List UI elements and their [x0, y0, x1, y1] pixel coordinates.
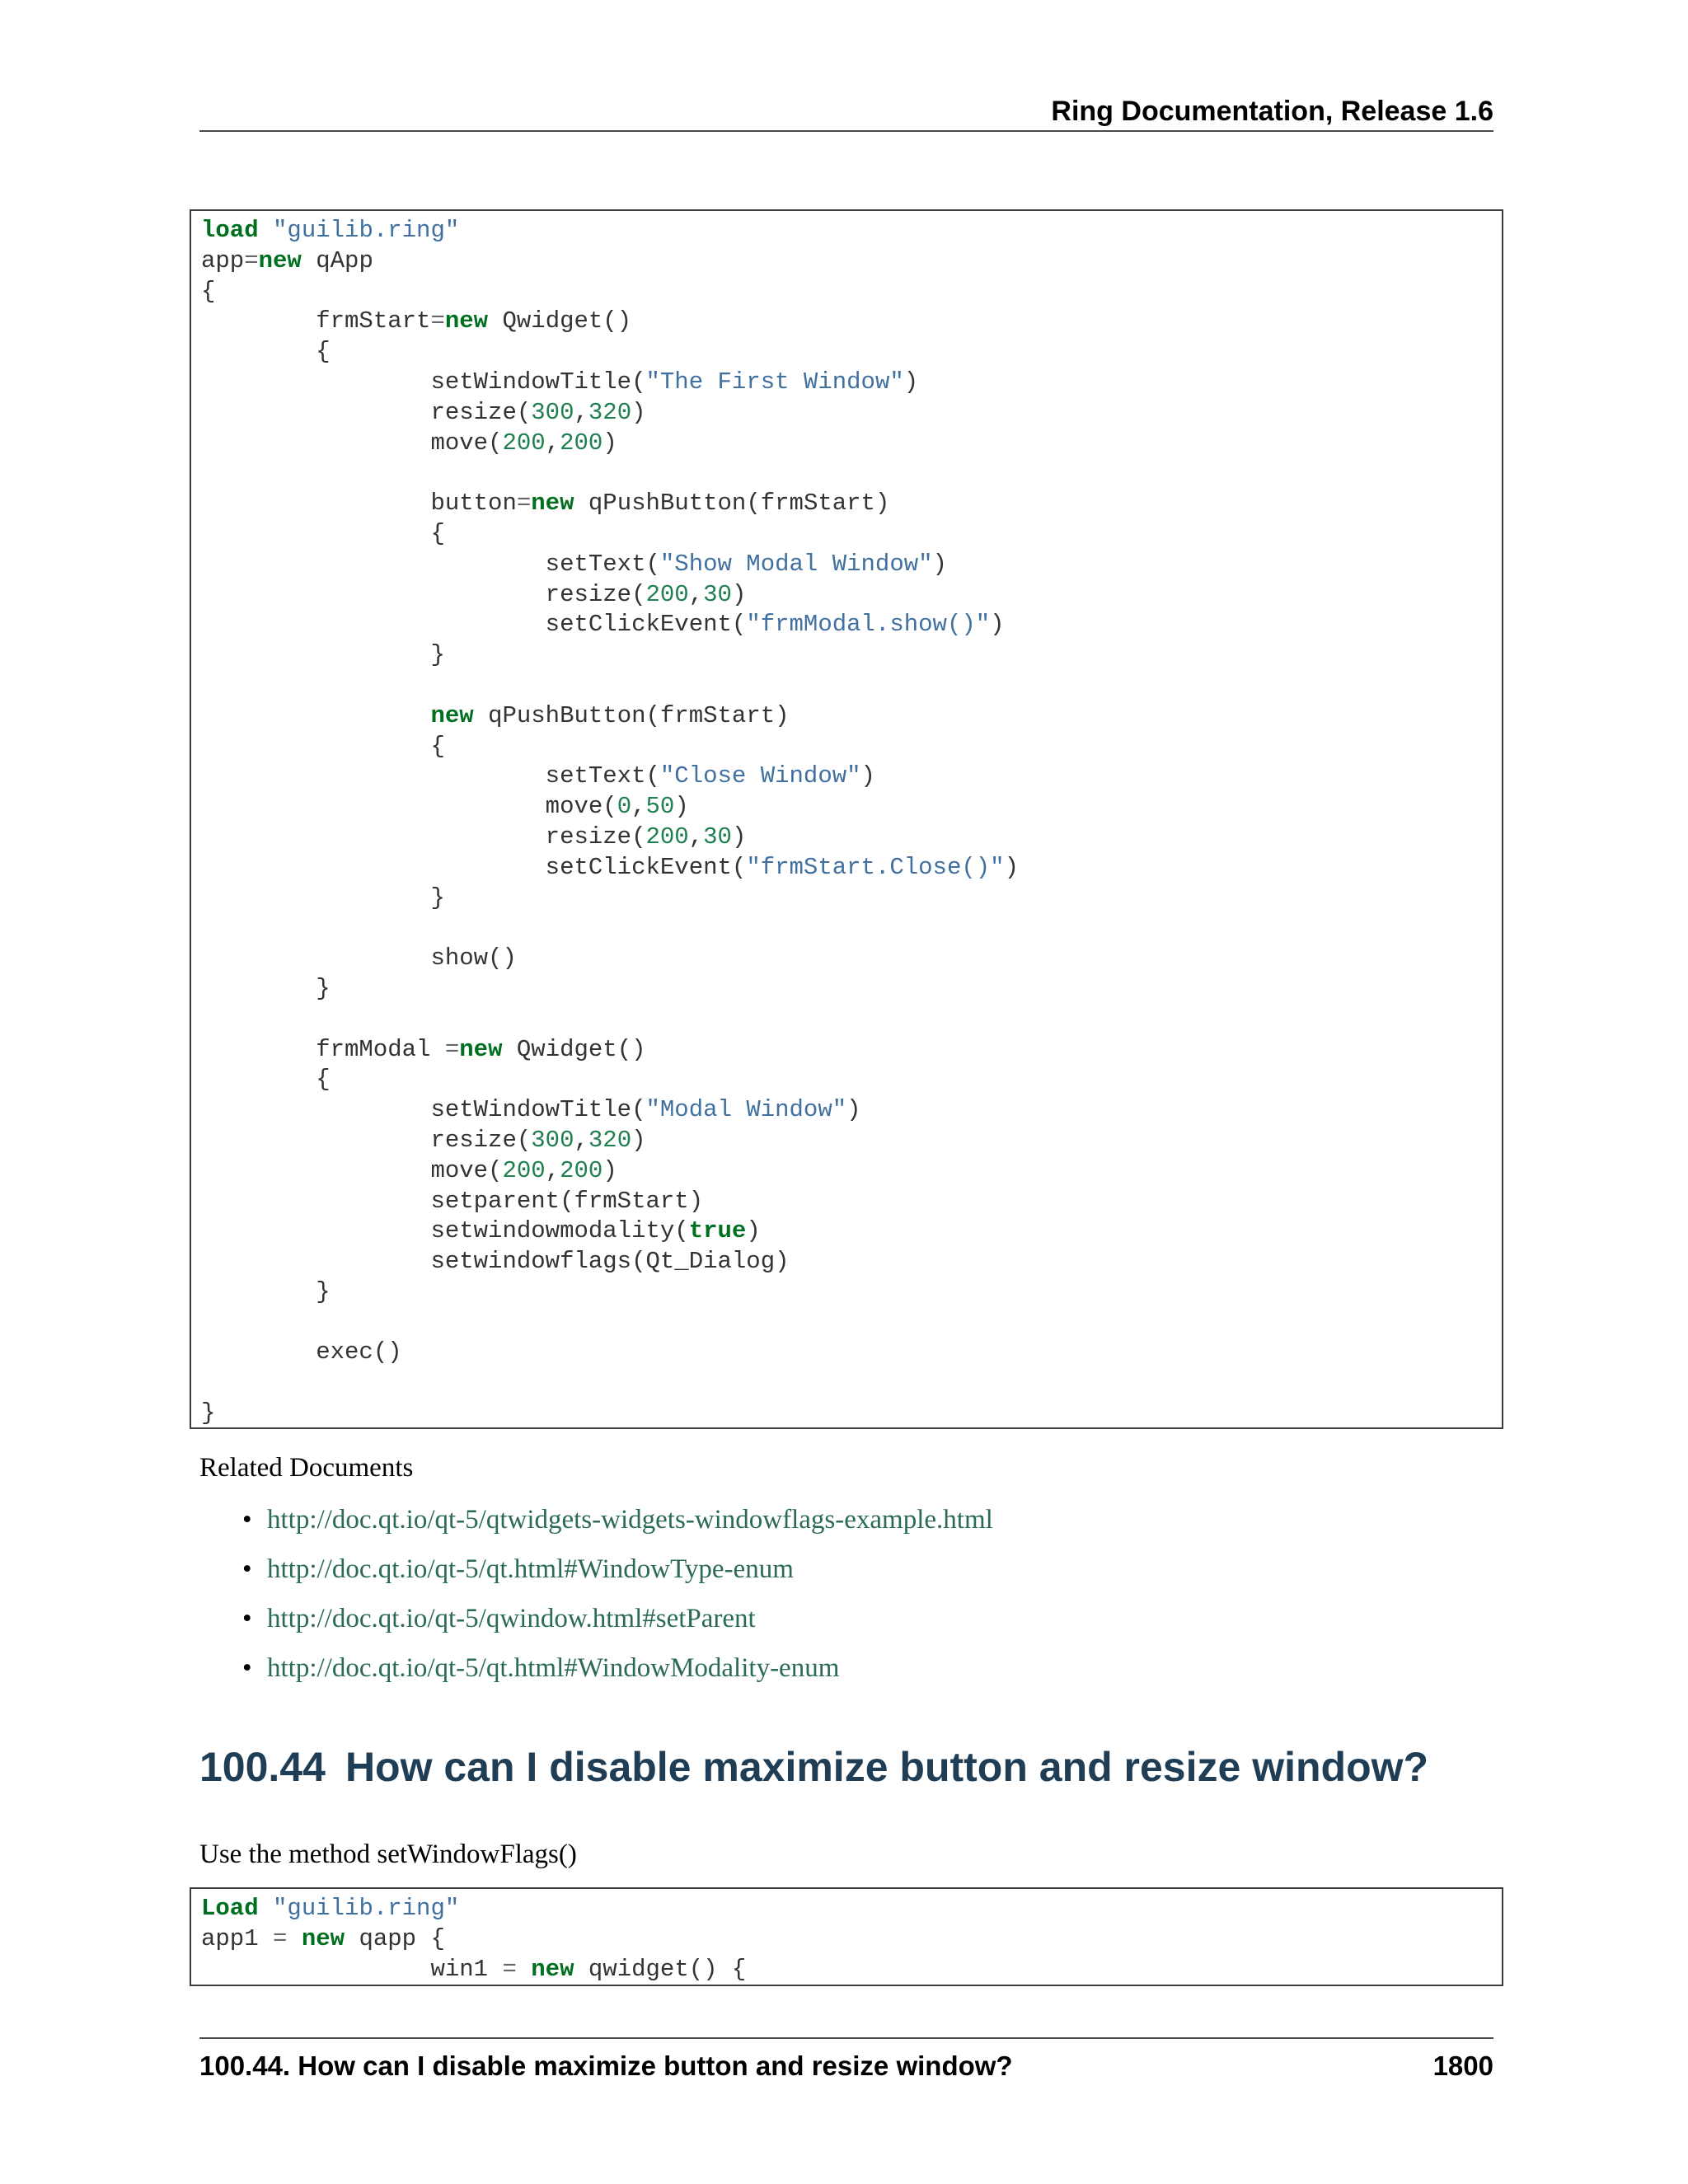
- code-token-plain: ): [631, 1126, 646, 1154]
- related-link-item: [199, 1500, 993, 1549]
- code-token-number: 300: [531, 398, 574, 426]
- code-line: [201, 1156, 1492, 1187]
- code-token-keyword: new: [531, 1955, 574, 1983]
- code-line: [201, 307, 1492, 337]
- code-token-plain: [201, 702, 430, 729]
- code-token-plain: Qwidget(): [502, 1035, 646, 1063]
- code-line: [201, 1338, 1492, 1368]
- code-token-plain: ): [932, 550, 947, 578]
- code-line: [201, 580, 1492, 611]
- code-token-plain: resize(: [201, 1126, 532, 1154]
- related-link-windowmodality-enum[interactable]: http://doc.qt.io/qt-5/qt.html#WindowModality-enum: [267, 1653, 840, 1683]
- code-token-plain: move(: [201, 1156, 503, 1184]
- code-token-plain: ): [674, 793, 689, 821]
- code-token-plain: ): [1004, 853, 1019, 881]
- code-token-plain: [517, 1956, 531, 1983]
- code-line: [201, 883, 1492, 914]
- code-token-plain: setwindowmodality(: [201, 1217, 689, 1245]
- code-token-plain: }: [201, 641, 445, 669]
- code-token-operator: =: [244, 246, 259, 274]
- section-title: How can I disable maximize button and resize window?: [345, 1744, 1429, 1790]
- code-line: [201, 1216, 1492, 1247]
- code-line: [201, 671, 1492, 701]
- code-token-plain: app: [201, 246, 245, 274]
- bullet-icon: •: [242, 1604, 252, 1633]
- code-token-number: 30: [703, 580, 732, 608]
- code-token-plain: ): [846, 1096, 861, 1124]
- code-line: [201, 1368, 1492, 1399]
- code-line: [201, 1035, 1492, 1066]
- code-token-plain: ): [746, 1217, 761, 1245]
- code-token-plain: move(: [201, 793, 617, 821]
- code-token-plain: ,: [631, 793, 646, 821]
- code-line: [201, 1005, 1492, 1035]
- code-token-operator: =: [273, 1924, 288, 1952]
- code-line: [201, 1894, 1492, 1924]
- code-line: [201, 277, 1492, 307]
- code-token-plain: ,: [688, 823, 704, 851]
- code-line: [201, 853, 1492, 883]
- code-token-number: 320: [588, 398, 632, 426]
- code-line: [201, 458, 1492, 489]
- code-line: [201, 489, 1492, 519]
- code-token-plain: ): [731, 580, 747, 608]
- code-line: [201, 974, 1492, 1005]
- code-token-number: 200: [560, 429, 603, 457]
- code-line: [201, 1065, 1492, 1095]
- code-token-keyword: load: [201, 217, 259, 244]
- code-token-keyword: new: [258, 246, 302, 274]
- code-line: [201, 762, 1492, 792]
- code-token-keyword: new: [430, 701, 474, 729]
- code-token-keyword: Load: [201, 1895, 259, 1922]
- related-link-item: [199, 1549, 993, 1599]
- code-token-keyword: new: [301, 1924, 345, 1952]
- code-token-plain: {: [201, 277, 216, 305]
- code-token-string: "Show Modal Window": [659, 550, 933, 578]
- code-token-plain: qPushButton(frmStart): [473, 701, 790, 729]
- code-line: [201, 792, 1492, 823]
- code-token-plain: {: [201, 338, 331, 366]
- code-line: [201, 1955, 1492, 1985]
- code-line: [201, 913, 1492, 944]
- code-line: [201, 1924, 1492, 1955]
- section-number: 100.44: [199, 1744, 326, 1790]
- code-token-plain: qwidget() {: [574, 1955, 747, 1983]
- code-token-plain: qApp: [301, 246, 373, 274]
- code-token-plain: setparent(frmStart): [201, 1187, 704, 1215]
- code-line: [201, 1095, 1492, 1126]
- code-token-number: 200: [645, 580, 689, 608]
- code-token-plain: resize(: [201, 823, 646, 851]
- code-token-operator: =: [502, 1955, 517, 1983]
- code-line: [201, 701, 1492, 732]
- code-token-plain: qPushButton(frmStart): [574, 490, 890, 518]
- code-token-plain: win1: [201, 1955, 503, 1983]
- code-token-plain: [259, 217, 273, 244]
- code-token-plain: resize(: [201, 580, 646, 608]
- related-link-setparent[interactable]: http://doc.qt.io/qt-5/qwindow.html#setParent: [267, 1604, 756, 1633]
- code-token-number: 0: [617, 793, 632, 821]
- code-token-plain: setText(: [201, 762, 660, 790]
- code-token-string: "The First Window": [645, 368, 904, 396]
- code-token-number: 50: [645, 793, 675, 821]
- code-token-number: 200: [560, 1156, 603, 1184]
- code-token-operator: =: [444, 1035, 460, 1063]
- related-link-item: [199, 1648, 993, 1698]
- page-header: [199, 91, 1493, 132]
- code-token-keyword: new: [444, 307, 489, 335]
- related-link-item: [199, 1599, 993, 1648]
- related-links-list: [199, 1500, 993, 1698]
- code-token-plain: [287, 1925, 301, 1952]
- code-line: [201, 1187, 1492, 1217]
- code-line: [201, 732, 1492, 762]
- use-method-paragraph: Use the method setWindowFlags(): [199, 1840, 577, 1869]
- code-token-plain: {: [201, 1066, 331, 1094]
- bullet-icon: •: [242, 1653, 252, 1683]
- header-title: Ring Documentation, Release 1.6: [1051, 96, 1493, 127]
- code-line: [201, 519, 1492, 550]
- code-line: [201, 1399, 1492, 1429]
- related-link-windowflags-example[interactable]: http://doc.qt.io/qt-5/qtwidgets-widgets-windowflags-example.html: [267, 1505, 993, 1535]
- code-token-plain: frmStart: [201, 307, 431, 335]
- code-token-plain: app1: [201, 1924, 274, 1952]
- code-token-plain: setClickEvent(: [201, 853, 747, 881]
- code-token-keyword: new: [531, 490, 574, 518]
- code-line: [201, 1277, 1492, 1308]
- code-token-plain: qapp {: [345, 1924, 445, 1952]
- code-token-number: 300: [531, 1126, 574, 1154]
- code-token-plain: setwindowflags(Qt_Dialog): [201, 1248, 790, 1276]
- code-line: [201, 823, 1492, 853]
- code-line: [201, 216, 1492, 246]
- code-token-plain: frmModal: [201, 1035, 445, 1063]
- code-line: [201, 1247, 1492, 1277]
- code-token-plain: {: [201, 519, 445, 547]
- code-token-plain: button: [201, 490, 517, 518]
- code-token-plain: {: [201, 732, 445, 760]
- code-token-plain: ): [903, 368, 919, 396]
- code-token-plain: ,: [545, 1156, 560, 1184]
- footer-page-number: 1800: [1432, 2050, 1493, 2081]
- code-token-string: "Modal Window": [645, 1096, 847, 1124]
- code-line: [201, 610, 1492, 640]
- code-token-string: "Close Window": [659, 762, 861, 790]
- page-footer: [199, 2037, 1493, 2088]
- code-token-keyword: true: [688, 1217, 747, 1245]
- code-line: [201, 337, 1492, 368]
- code-token-plain: show(): [201, 944, 517, 972]
- code-line: [201, 1308, 1492, 1338]
- code-token-plain: setWindowTitle(: [201, 368, 646, 396]
- code-token-keyword: new: [459, 1035, 503, 1063]
- code-token-number: 200: [502, 1156, 546, 1184]
- code-token-plain: }: [201, 1399, 216, 1427]
- code-line: [201, 368, 1492, 398]
- code-block-guilib-modal-example: [190, 209, 1503, 1429]
- code-line: [201, 944, 1492, 974]
- code-token-plain: ,: [574, 1126, 588, 1154]
- code-token-plain: setClickEvent(: [201, 611, 747, 639]
- code-token-number: 320: [588, 1126, 632, 1154]
- bullet-icon: •: [242, 1505, 252, 1535]
- code-token-plain: setText(: [201, 550, 660, 578]
- code-token-string: "frmModal.show()": [746, 611, 991, 639]
- code-token-plain: ): [631, 398, 646, 426]
- code-line: [201, 246, 1492, 277]
- code-token-number: 200: [502, 429, 546, 457]
- code-line: [201, 398, 1492, 429]
- code-line: [201, 1126, 1492, 1156]
- code-token-plain: }: [201, 974, 331, 1002]
- code-token-plain: resize(: [201, 398, 532, 426]
- code-token-plain: ): [603, 429, 617, 457]
- code-token-plain: ,: [574, 398, 588, 426]
- code-token-plain: ): [860, 762, 875, 790]
- code-line: [201, 429, 1492, 459]
- code-token-plain: exec(): [201, 1338, 402, 1366]
- code-line: [201, 550, 1492, 580]
- code-token-number: 200: [645, 823, 689, 851]
- code-token-plain: ,: [545, 429, 560, 457]
- code-token-plain: ): [990, 611, 1005, 639]
- related-link-windowtype-enum[interactable]: http://doc.qt.io/qt-5/qt.html#WindowType-enum: [267, 1554, 794, 1584]
- code-token-plain: ): [731, 823, 747, 851]
- bullet-icon: •: [242, 1554, 252, 1584]
- code-token-string: "guilib.ring": [273, 217, 460, 244]
- code-token-plain: ,: [688, 580, 704, 608]
- code-token-plain: setWindowTitle(: [201, 1096, 646, 1124]
- code-token-operator: =: [516, 490, 532, 518]
- related-documents-label: Related Documents: [199, 1453, 414, 1483]
- code-token-string: "frmStart.Close()": [746, 853, 1005, 881]
- section-heading: [199, 1743, 1428, 1791]
- code-token-number: 30: [703, 823, 732, 851]
- code-token-plain: }: [201, 883, 445, 912]
- code-token-plain: Qwidget(): [488, 307, 632, 335]
- code-token-plain: ): [603, 1156, 617, 1184]
- code-block-disable-maximize-example: [190, 1887, 1503, 1986]
- code-line: [201, 640, 1492, 671]
- code-token-operator: =: [430, 307, 445, 335]
- footer-section-title: 100.44. How can I disable maximize button and resize window?: [199, 2050, 1013, 2081]
- code-token-string: "guilib.ring": [273, 1895, 460, 1922]
- code-token-plain: [259, 1895, 273, 1922]
- code-token-plain: move(: [201, 429, 503, 457]
- code-token-plain: }: [201, 1277, 331, 1305]
